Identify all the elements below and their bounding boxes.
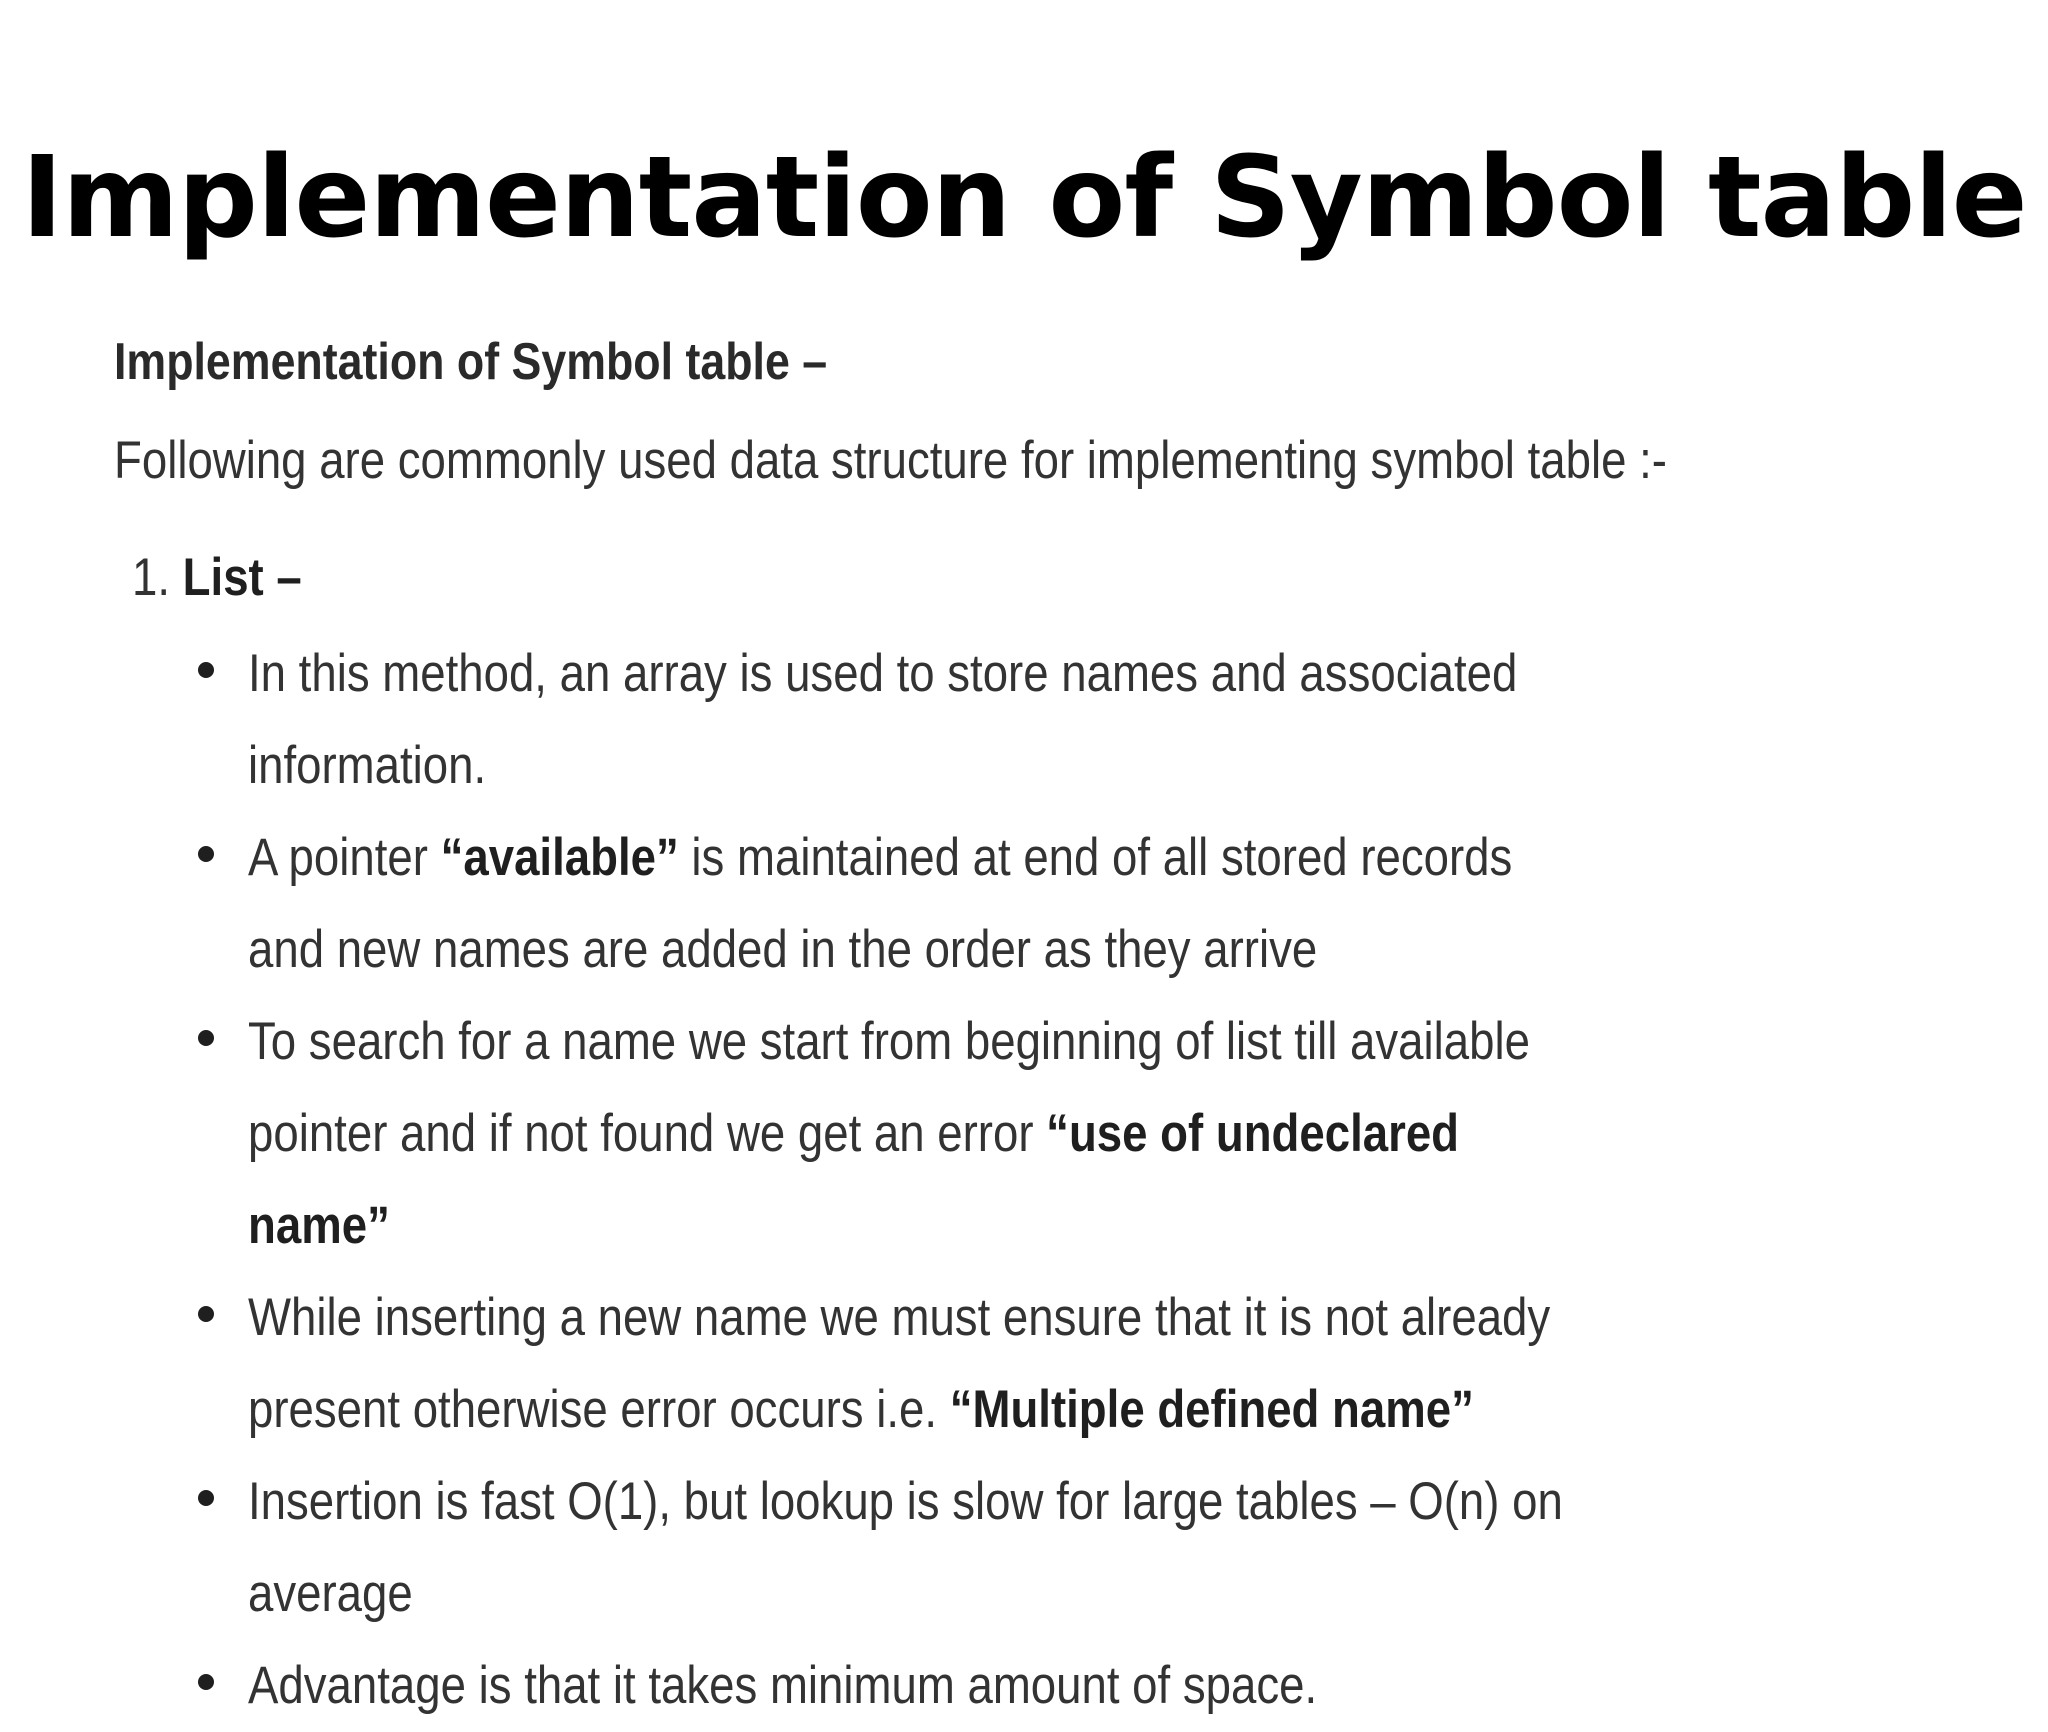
bullet-text-pre: While inserting a new name we must ensure that it is not already present otherwise error occurs i.e. (248, 1288, 1551, 1439)
bullet-item (188, 1640, 2014, 1732)
bullet-text (248, 996, 1590, 1272)
bullet-text (248, 628, 1590, 812)
bullet-dot-icon (198, 846, 214, 862)
bullet-item (188, 812, 2014, 996)
section-heading: Implementation of Symbol table – (114, 333, 828, 391)
bullet-dot-icon (198, 1306, 214, 1322)
bullet-text (248, 1640, 1590, 1732)
bullet-text-bold: “Multiple defined name” (949, 1380, 1474, 1439)
bullet-text (248, 1456, 1590, 1640)
slide-content (114, 320, 2014, 1732)
bullet-item (188, 996, 2014, 1272)
bullet-text-pre: A pointer (248, 828, 441, 887)
list-heading (132, 532, 1751, 624)
bullet-dot-icon (198, 1030, 214, 1046)
bullet-text (248, 1272, 1590, 1456)
bullet-text-bold: “use of undeclared name” (248, 1104, 1460, 1255)
bullet-dot-icon (198, 1490, 214, 1506)
bullet-dot-icon (198, 1674, 214, 1690)
bullet-text-post: is maintained at end of all stored records and new names are added in the order as they arrive (248, 828, 1513, 979)
list-number: 1. (132, 548, 171, 607)
bullet-item (188, 628, 2014, 812)
intro-text: Following are commonly used data structure for implementing symbol table :- (114, 431, 1667, 490)
bullet-list (114, 628, 2014, 1732)
bullet-text-pre: To search for a name we start from beginning of list till available pointer and if not found we get an error (248, 1012, 1530, 1163)
bullet-text-pre: Insertion is fast O(1), but lookup is slow for large tables – O(n) on average (248, 1472, 1563, 1623)
list-label: List – (182, 548, 302, 607)
bullet-dot-icon (198, 662, 214, 678)
slide-title: Implementation of Symbol table (21, 133, 2027, 263)
bullet-text-part: In this method, an array is used to store names and associated information. (248, 644, 1518, 795)
bullet-item (188, 1272, 2014, 1456)
bullet-text-bold: “available” (440, 828, 679, 887)
bullet-text-pre: Advantage is that it takes minimum amount of space. (248, 1656, 1318, 1715)
bullet-text (248, 812, 1590, 996)
bullet-item (188, 1456, 2014, 1640)
